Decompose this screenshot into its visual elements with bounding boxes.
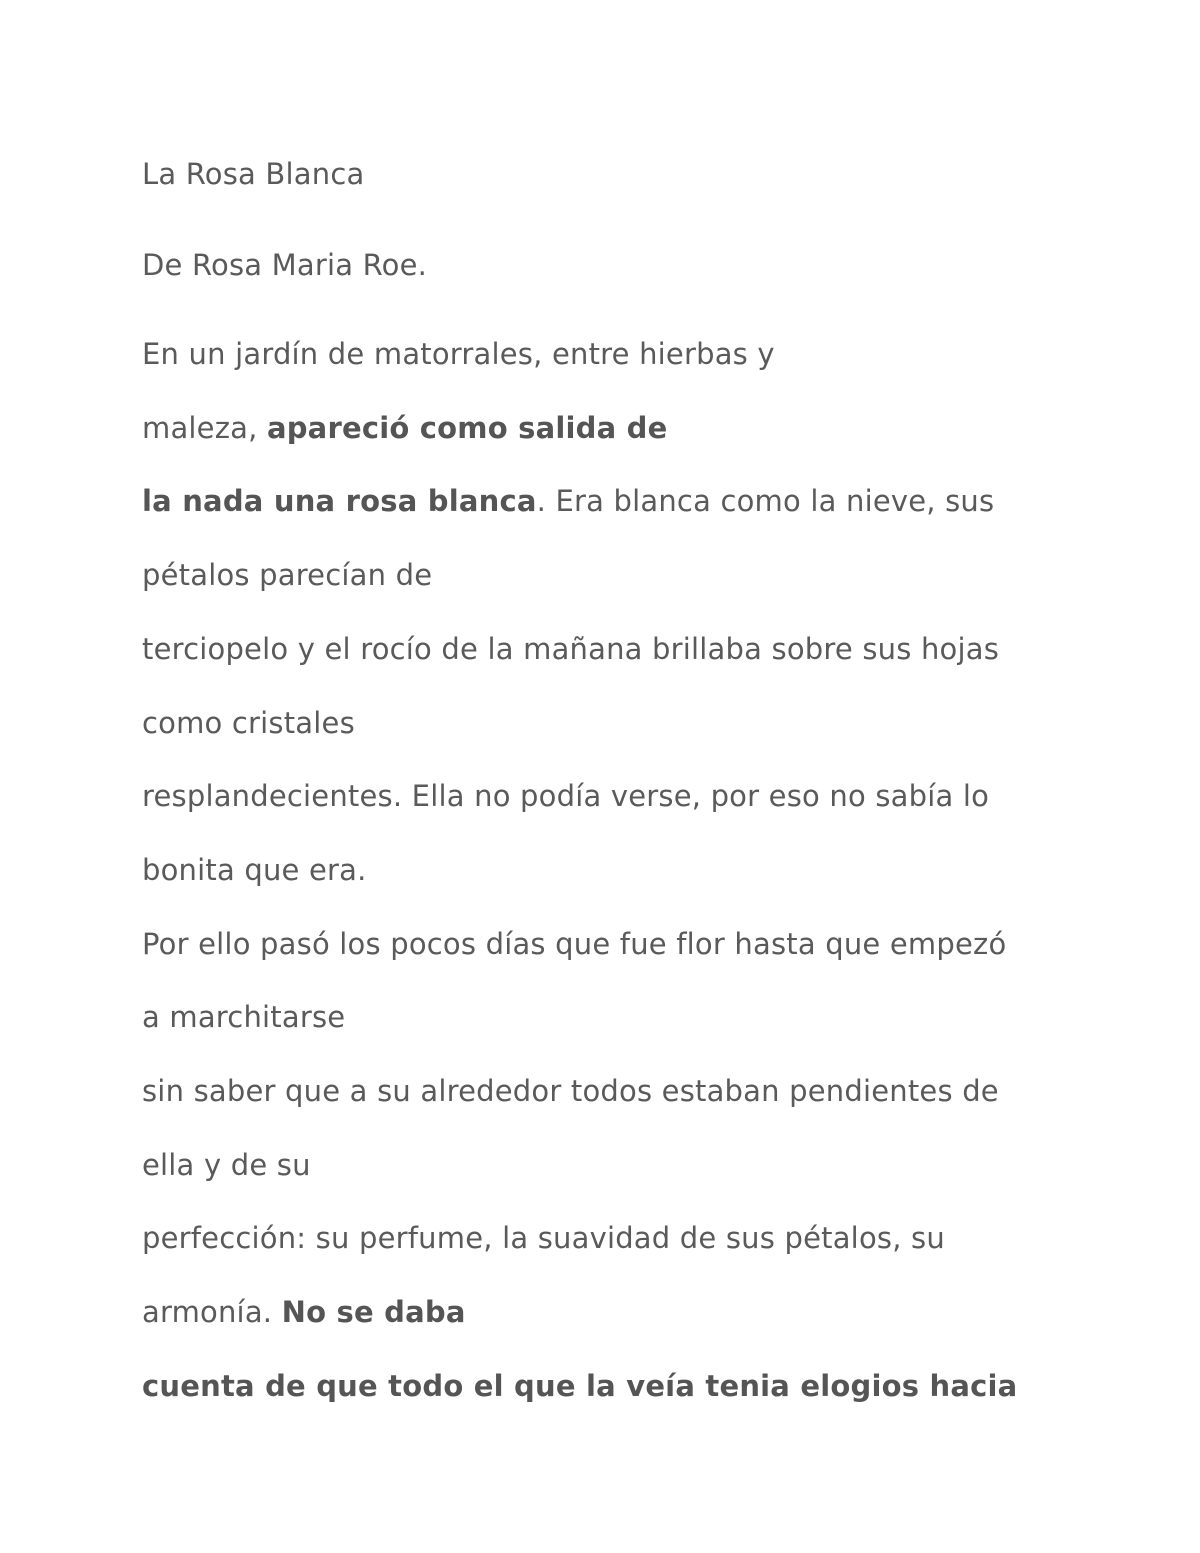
text-line [142, 1366, 1017, 1406]
text-line [142, 703, 355, 743]
text-span: sin saber que a su alrededor todos estaban pendientes de [142, 1074, 999, 1108]
text-line [142, 1292, 466, 1332]
bold-text: la nada una rosa blanca [142, 484, 537, 518]
text-span: En un jardín de matorrales, entre hierbas y [142, 337, 775, 371]
text-span: como cristales [142, 706, 355, 740]
text-span: perfección: su perfume, la suavidad de sus pétalos, su [142, 1221, 945, 1255]
text-span: ella y de su [142, 1148, 311, 1182]
text-line [142, 1071, 999, 1111]
bold-text: apareció como salida de [266, 411, 668, 445]
text-span: maleza, [142, 411, 267, 445]
text-line [142, 997, 345, 1037]
bold-text: No se daba [281, 1295, 466, 1329]
text-span: a marchitarse [142, 1000, 346, 1034]
text-span: resplandecientes. Ella no podía verse, por eso no sabía lo [142, 779, 990, 813]
text-span: . Era blanca como la nieve, sus [536, 484, 995, 518]
text-span: Por ello pasó los pocos días que fue flor hasta que empezó [142, 927, 1007, 961]
text-line [142, 555, 432, 595]
text-line [142, 776, 989, 816]
text-span: armonía. [142, 1295, 282, 1329]
document-title: La Rosa Blanca [142, 157, 365, 191]
text-line [142, 481, 994, 521]
bold-text: cuenta de que todo el que la veía tenia elogios hacia [142, 1369, 1018, 1403]
text-line [142, 924, 1006, 964]
text-span: pétalos parecían de [142, 558, 433, 592]
text-span: terciopelo y el rocío de la mañana brillaba sobre sus hojas [142, 632, 1000, 666]
text-line [142, 1145, 311, 1185]
author-line: De Rosa Maria Roe. [142, 248, 428, 282]
text-line [142, 334, 775, 374]
text-span: bonita que era. [142, 853, 367, 887]
text-line [142, 850, 367, 890]
text-line [142, 408, 668, 448]
text-line [142, 629, 999, 669]
text-line [142, 1218, 945, 1258]
